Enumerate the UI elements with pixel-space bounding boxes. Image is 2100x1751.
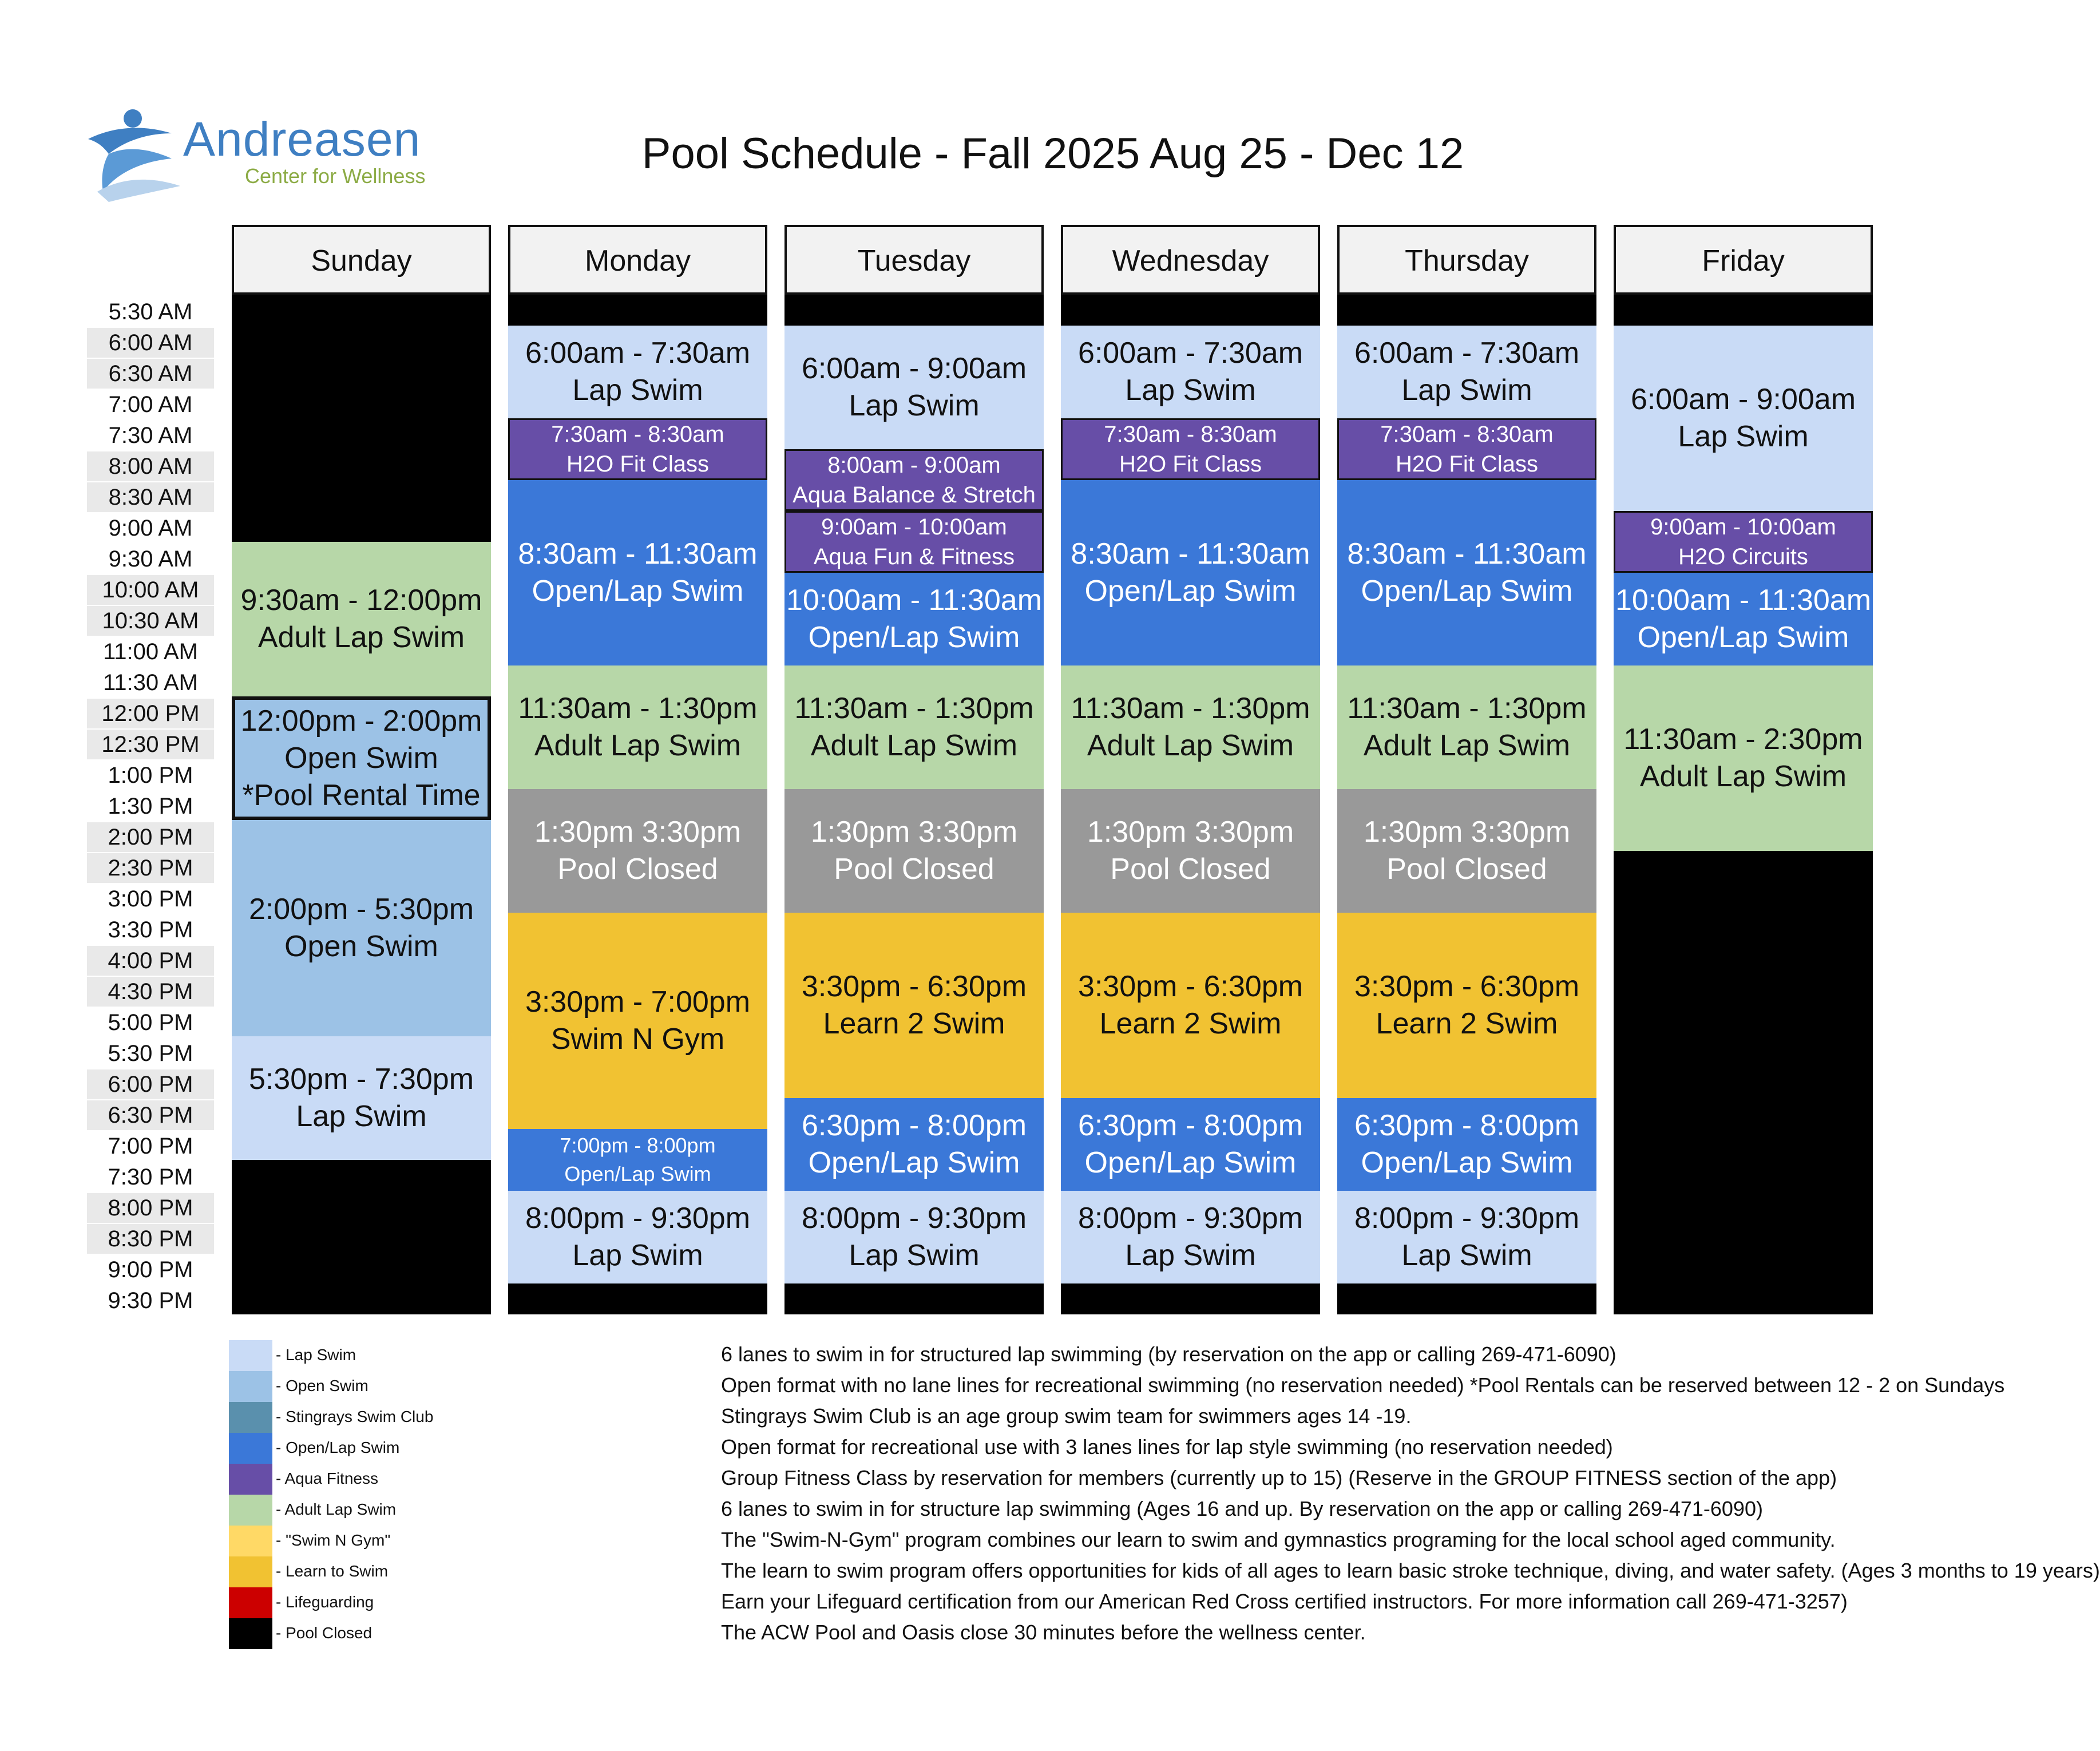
time-label: 7:00 PM (108, 1134, 193, 1159)
time-label: 1:30 PM (108, 794, 193, 819)
block-time: 7:30am - 8:30am (1104, 422, 1277, 447)
legend-swatch (229, 1495, 272, 1526)
day-header: Thursday (1337, 225, 1596, 295)
block-time: 5:30pm - 7:30pm (248, 1063, 474, 1096)
block-activity: Lap Swim (849, 1239, 980, 1272)
schedule-block (1337, 418, 1596, 480)
closed-block (1337, 1283, 1596, 1314)
block-activity: *Pool Rental Time (242, 778, 481, 812)
schedule-block (508, 1129, 767, 1191)
time-label: 5:30 AM (108, 299, 193, 324)
schedule-block (784, 913, 1044, 1098)
closed-block (1614, 851, 1873, 1314)
block-activity: Open/Lap Swim (1084, 1146, 1297, 1179)
schedule-block (784, 573, 1044, 665)
closed-block (232, 1160, 491, 1314)
closed-block (508, 295, 767, 326)
time-label: 8:00 PM (87, 1193, 214, 1223)
block-time: 6:00am - 9:00am (1630, 383, 1856, 416)
block-activity: H2O Fit Class (1119, 451, 1262, 477)
schedule-block (232, 820, 491, 1036)
block-time: 2:00pm - 5:30pm (248, 893, 474, 926)
block-activity: Swim N Gym (550, 1023, 725, 1056)
block-activity: Open/Lap Swim (1084, 575, 1297, 608)
block-time: 6:00am - 9:00am (801, 352, 1027, 385)
schedule-block (784, 789, 1044, 913)
block-activity: Learn 2 Swim (1376, 1007, 1558, 1040)
time-label: 11:30 AM (102, 670, 199, 695)
legend-description: The "Swim-N-Gym" program combines our learn to swim and gymnastics programing for the local school aged community. (721, 1528, 1836, 1551)
schedule-block (508, 1191, 767, 1283)
swimmer-logo-icon (86, 106, 183, 203)
schedule-block (1614, 573, 1873, 665)
schedule-block (232, 696, 491, 820)
block-activity: Lap Swim (572, 374, 703, 407)
time-label: 2:30 PM (87, 853, 214, 883)
block-activity: Learn 2 Swim (1099, 1007, 1282, 1040)
block-activity: Pool Closed (557, 853, 718, 886)
time-label: 8:30 AM (87, 482, 214, 512)
block-activity: Open/Lap Swim (1361, 575, 1573, 608)
legend-label: - Open/Lap Swim (276, 1439, 400, 1456)
closed-block (1614, 295, 1873, 326)
schedule-block (1614, 665, 1873, 851)
legend-label: - Pool Closed (276, 1624, 373, 1642)
block-time: 9:30am - 12:00pm (240, 584, 482, 617)
block-time: 8:30am - 11:30am (1071, 537, 1310, 571)
block-time: 10:00am - 11:30am (1615, 584, 1872, 617)
block-activity: Learn 2 Swim (823, 1007, 1005, 1040)
legend-swatch (229, 1340, 272, 1371)
legend-swatch (229, 1587, 272, 1618)
block-time: 12:00pm - 2:00pm (240, 704, 482, 738)
schedule-block (508, 665, 767, 789)
day-header: Wednesday (1061, 225, 1320, 295)
block-time: 11:30am - 1:30pm (1347, 692, 1587, 725)
block-activity: Adult Lap Swim (257, 621, 465, 654)
time-label: 7:00 AM (108, 392, 193, 417)
block-time: 11:30am - 2:30pm (1623, 723, 1863, 756)
block-activity: Aqua Fun & Fitness (813, 544, 1015, 569)
legend-description: Open format with no lane lines for recreational swimming (no reservation needed) *Pool Rentals can be reserved between 12 - 2 on Sundays (721, 1373, 2005, 1397)
legend-description: Open format for recreational use with 3 lanes lines for lap style swimming (no reservation needed) (721, 1435, 1613, 1459)
block-time: 6:00am - 7:30am (1354, 336, 1580, 370)
schedule-block (1061, 326, 1320, 418)
time-label: 9:00 PM (108, 1257, 193, 1282)
schedule-block (1337, 1191, 1596, 1283)
block-activity: Lap Swim (1125, 374, 1256, 407)
block-time: 6:00am - 7:30am (525, 336, 751, 370)
block-time: 8:00am - 9:00am (827, 453, 1001, 478)
schedule-block (1337, 480, 1596, 665)
legend-label: - "Swim N Gym" (276, 1531, 391, 1549)
time-label: 8:30 PM (87, 1224, 214, 1254)
block-time: 1:30pm 3:30pm (810, 815, 1018, 849)
closed-block (1061, 295, 1320, 326)
block-activity: Pool Closed (834, 853, 994, 886)
block-time: 7:30am - 8:30am (1380, 422, 1554, 447)
time-label: 6:00 PM (87, 1069, 214, 1099)
legend-description: The ACW Pool and Oasis close 30 minutes before the wellness center. (721, 1621, 1366, 1644)
logo-tagline: Center for Wellness (245, 164, 426, 188)
block-time: 8:00pm - 9:30pm (1077, 1202, 1303, 1235)
block-activity: Open Swim (284, 930, 438, 963)
legend-label: - Adult Lap Swim (276, 1500, 397, 1518)
block-activity: Open/Lap Swim (808, 621, 1020, 654)
block-activity: Adult Lap Swim (1087, 729, 1294, 762)
block-activity: Lap Swim (1401, 1239, 1532, 1272)
schedule-block (1614, 326, 1873, 511)
time-label: 6:00 AM (87, 328, 214, 358)
legend-swatch (229, 1402, 272, 1433)
schedule-block (1337, 1098, 1596, 1191)
block-activity: Adult Lap Swim (534, 729, 742, 762)
schedule-block (1061, 1191, 1320, 1283)
block-time: 3:30pm - 7:00pm (525, 985, 751, 1019)
block-activity: Adult Lap Swim (1639, 760, 1847, 793)
day-header: Sunday (232, 225, 491, 295)
time-label: 12:00 PM (87, 699, 214, 728)
closed-block (784, 295, 1044, 326)
block-activity: Open/Lap Swim (808, 1146, 1020, 1179)
time-label: 9:30 AM (108, 546, 193, 572)
time-label: 7:30 AM (108, 423, 193, 448)
block-time: 7:00pm - 8:00pm (560, 1133, 716, 1157)
block-time: 6:00am - 7:30am (1077, 336, 1303, 370)
block-time: 6:30pm - 8:00pm (801, 1109, 1027, 1142)
block-time: 7:30am - 8:30am (551, 422, 724, 447)
block-time: 1:30pm 3:30pm (534, 815, 742, 849)
legend-description: The learn to swim program offers opportunities for kids of all ages to learn basic stroke technique, diving, and water safety. (Ages 3 months to 19 years) (721, 1559, 2100, 1582)
legend-swatch (229, 1464, 272, 1495)
time-label: 9:30 PM (108, 1288, 193, 1313)
time-label: 10:30 AM (87, 606, 214, 636)
legend-label: - Stingrays Swim Club (276, 1408, 434, 1425)
block-activity: Lap Swim (1401, 374, 1532, 407)
legend-label: - Lifeguarding (276, 1593, 374, 1611)
block-time: 3:30pm - 6:30pm (801, 970, 1027, 1003)
schedule-block (508, 418, 767, 480)
legend-label: - Learn to Swim (276, 1562, 389, 1580)
time-label: 2:00 PM (87, 822, 214, 852)
schedule-block (1061, 1098, 1320, 1191)
time-label: 6:30 AM (87, 359, 214, 389)
time-label: 12:30 PM (87, 730, 214, 759)
block-time: 6:30pm - 8:00pm (1354, 1109, 1580, 1142)
day-header: Monday (508, 225, 767, 295)
block-time: 1:30pm 3:30pm (1363, 815, 1571, 849)
block-activity: Lap Swim (572, 1239, 703, 1272)
block-activity: Lap Swim (1678, 420, 1809, 453)
block-activity: H2O Fit Class (1396, 451, 1538, 477)
schedule-block (1061, 789, 1320, 913)
legend-description: Stingrays Swim Club is an age group swim team for swimmers ages 14 -19. (721, 1404, 1412, 1428)
schedule-block (784, 1191, 1044, 1283)
schedule-block (1061, 913, 1320, 1098)
block-activity: Open/Lap Swim (564, 1162, 711, 1186)
block-time: 3:30pm - 6:30pm (1077, 970, 1303, 1003)
block-activity: Adult Lap Swim (1363, 729, 1571, 762)
time-label: 1:00 PM (108, 763, 193, 788)
block-activity: Open Swim (284, 741, 438, 775)
legend-swatch (229, 1371, 272, 1402)
block-activity: Aqua Balance & Stretch (793, 482, 1036, 508)
time-label: 8:00 AM (87, 451, 214, 481)
block-time: 9:00am - 10:00am (821, 514, 1007, 540)
block-time: 11:30am - 1:30pm (1071, 692, 1310, 725)
schedule-block (784, 449, 1044, 511)
time-label: 7:30 PM (108, 1164, 193, 1190)
legend-label: - Open Swim (276, 1377, 369, 1395)
schedule-block (784, 511, 1044, 573)
legend-swatch (229, 1618, 272, 1649)
block-activity: Lap Swim (296, 1100, 427, 1133)
block-time: 8:00pm - 9:30pm (801, 1202, 1027, 1235)
schedule-block (232, 542, 491, 696)
legend-swatch (229, 1556, 272, 1587)
schedule-block (1337, 913, 1596, 1098)
block-activity: Adult Lap Swim (810, 729, 1018, 762)
legend-description: Group Fitness Class by reservation for members (currently up to 15) (Reserve in the GROUP FITNESS section of the app) (721, 1466, 1837, 1489)
page-title: Pool Schedule - Fall 2025 Aug 25 - Dec 12 (641, 129, 1464, 178)
time-label: 9:00 AM (108, 516, 193, 541)
schedule-block (508, 789, 767, 913)
legend-swatch (229, 1433, 272, 1464)
block-activity: Lap Swim (849, 389, 980, 422)
block-activity: Pool Closed (1110, 853, 1271, 886)
legend-description: Earn your Lifeguard certification from our American Red Cross certified instructors. For more information call 269-471-3257) (721, 1590, 1848, 1613)
closed-block (1337, 295, 1596, 326)
logo (86, 106, 441, 203)
schedule-block (1614, 511, 1873, 573)
time-label: 10:00 AM (87, 575, 214, 605)
logo-name: Andreasen (183, 112, 421, 166)
time-label: 3:00 PM (108, 886, 193, 912)
time-label: 4:00 PM (87, 946, 214, 976)
legend-label: - Aqua Fitness (276, 1469, 378, 1487)
closed-block (232, 295, 491, 542)
block-activity: Pool Closed (1386, 853, 1547, 886)
block-time: 9:00am - 10:00am (1650, 514, 1836, 540)
block-activity: H2O Fit Class (566, 451, 709, 477)
schedule-block (784, 326, 1044, 449)
day-header: Friday (1614, 225, 1873, 295)
block-activity: Lap Swim (1125, 1239, 1256, 1272)
block-time: 11:30am - 1:30pm (794, 692, 1034, 725)
legend-description: 6 lanes to swim in for structure lap swimming (Ages 16 and up. By reservation on the app or calling 269-471-6090) (721, 1497, 1763, 1520)
block-time: 11:30am - 1:30pm (518, 692, 758, 725)
closed-block (784, 1283, 1044, 1314)
closed-block (508, 1283, 767, 1314)
block-time: 8:30am - 11:30am (518, 537, 758, 571)
schedule-block (508, 913, 767, 1129)
block-time: 8:00pm - 9:30pm (1354, 1202, 1580, 1235)
schedule-block (1337, 789, 1596, 913)
legend-label: - Lap Swim (276, 1346, 356, 1364)
day-header: Tuesday (784, 225, 1044, 295)
block-activity: Open/Lap Swim (1361, 1146, 1573, 1179)
block-time: 10:00am - 11:30am (786, 584, 1043, 617)
time-label: 3:30 PM (108, 917, 193, 942)
legend-description: 6 lanes to swim in for structured lap swimming (by reservation on the app or calling 269-471-6090) (721, 1342, 1616, 1366)
block-activity: Open/Lap Swim (532, 575, 744, 608)
block-time: 6:30pm - 8:00pm (1077, 1109, 1303, 1142)
schedule-block (784, 665, 1044, 789)
block-time: 8:00pm - 9:30pm (525, 1202, 751, 1235)
schedule-block (232, 1036, 491, 1160)
block-time: 3:30pm - 6:30pm (1354, 970, 1580, 1003)
time-label: 4:30 PM (87, 977, 214, 1007)
schedule-block (1337, 665, 1596, 789)
schedule-block (784, 1098, 1044, 1191)
time-label: 5:30 PM (108, 1041, 193, 1066)
block-time: 8:30am - 11:30am (1347, 537, 1587, 571)
schedule-block (1061, 665, 1320, 789)
schedule-block (508, 480, 767, 665)
schedule-block (508, 326, 767, 418)
schedule-block (1337, 326, 1596, 418)
schedule-block (1061, 418, 1320, 480)
time-label: 5:00 PM (108, 1010, 193, 1035)
block-time: 1:30pm 3:30pm (1087, 815, 1294, 849)
time-label: 6:30 PM (87, 1100, 214, 1130)
time-label: 11:00 AM (102, 639, 199, 664)
closed-block (1061, 1283, 1320, 1314)
block-activity: Open/Lap Swim (1637, 621, 1849, 654)
schedule-block (1061, 480, 1320, 665)
block-activity: H2O Circuits (1678, 544, 1808, 569)
legend-swatch (229, 1526, 272, 1556)
